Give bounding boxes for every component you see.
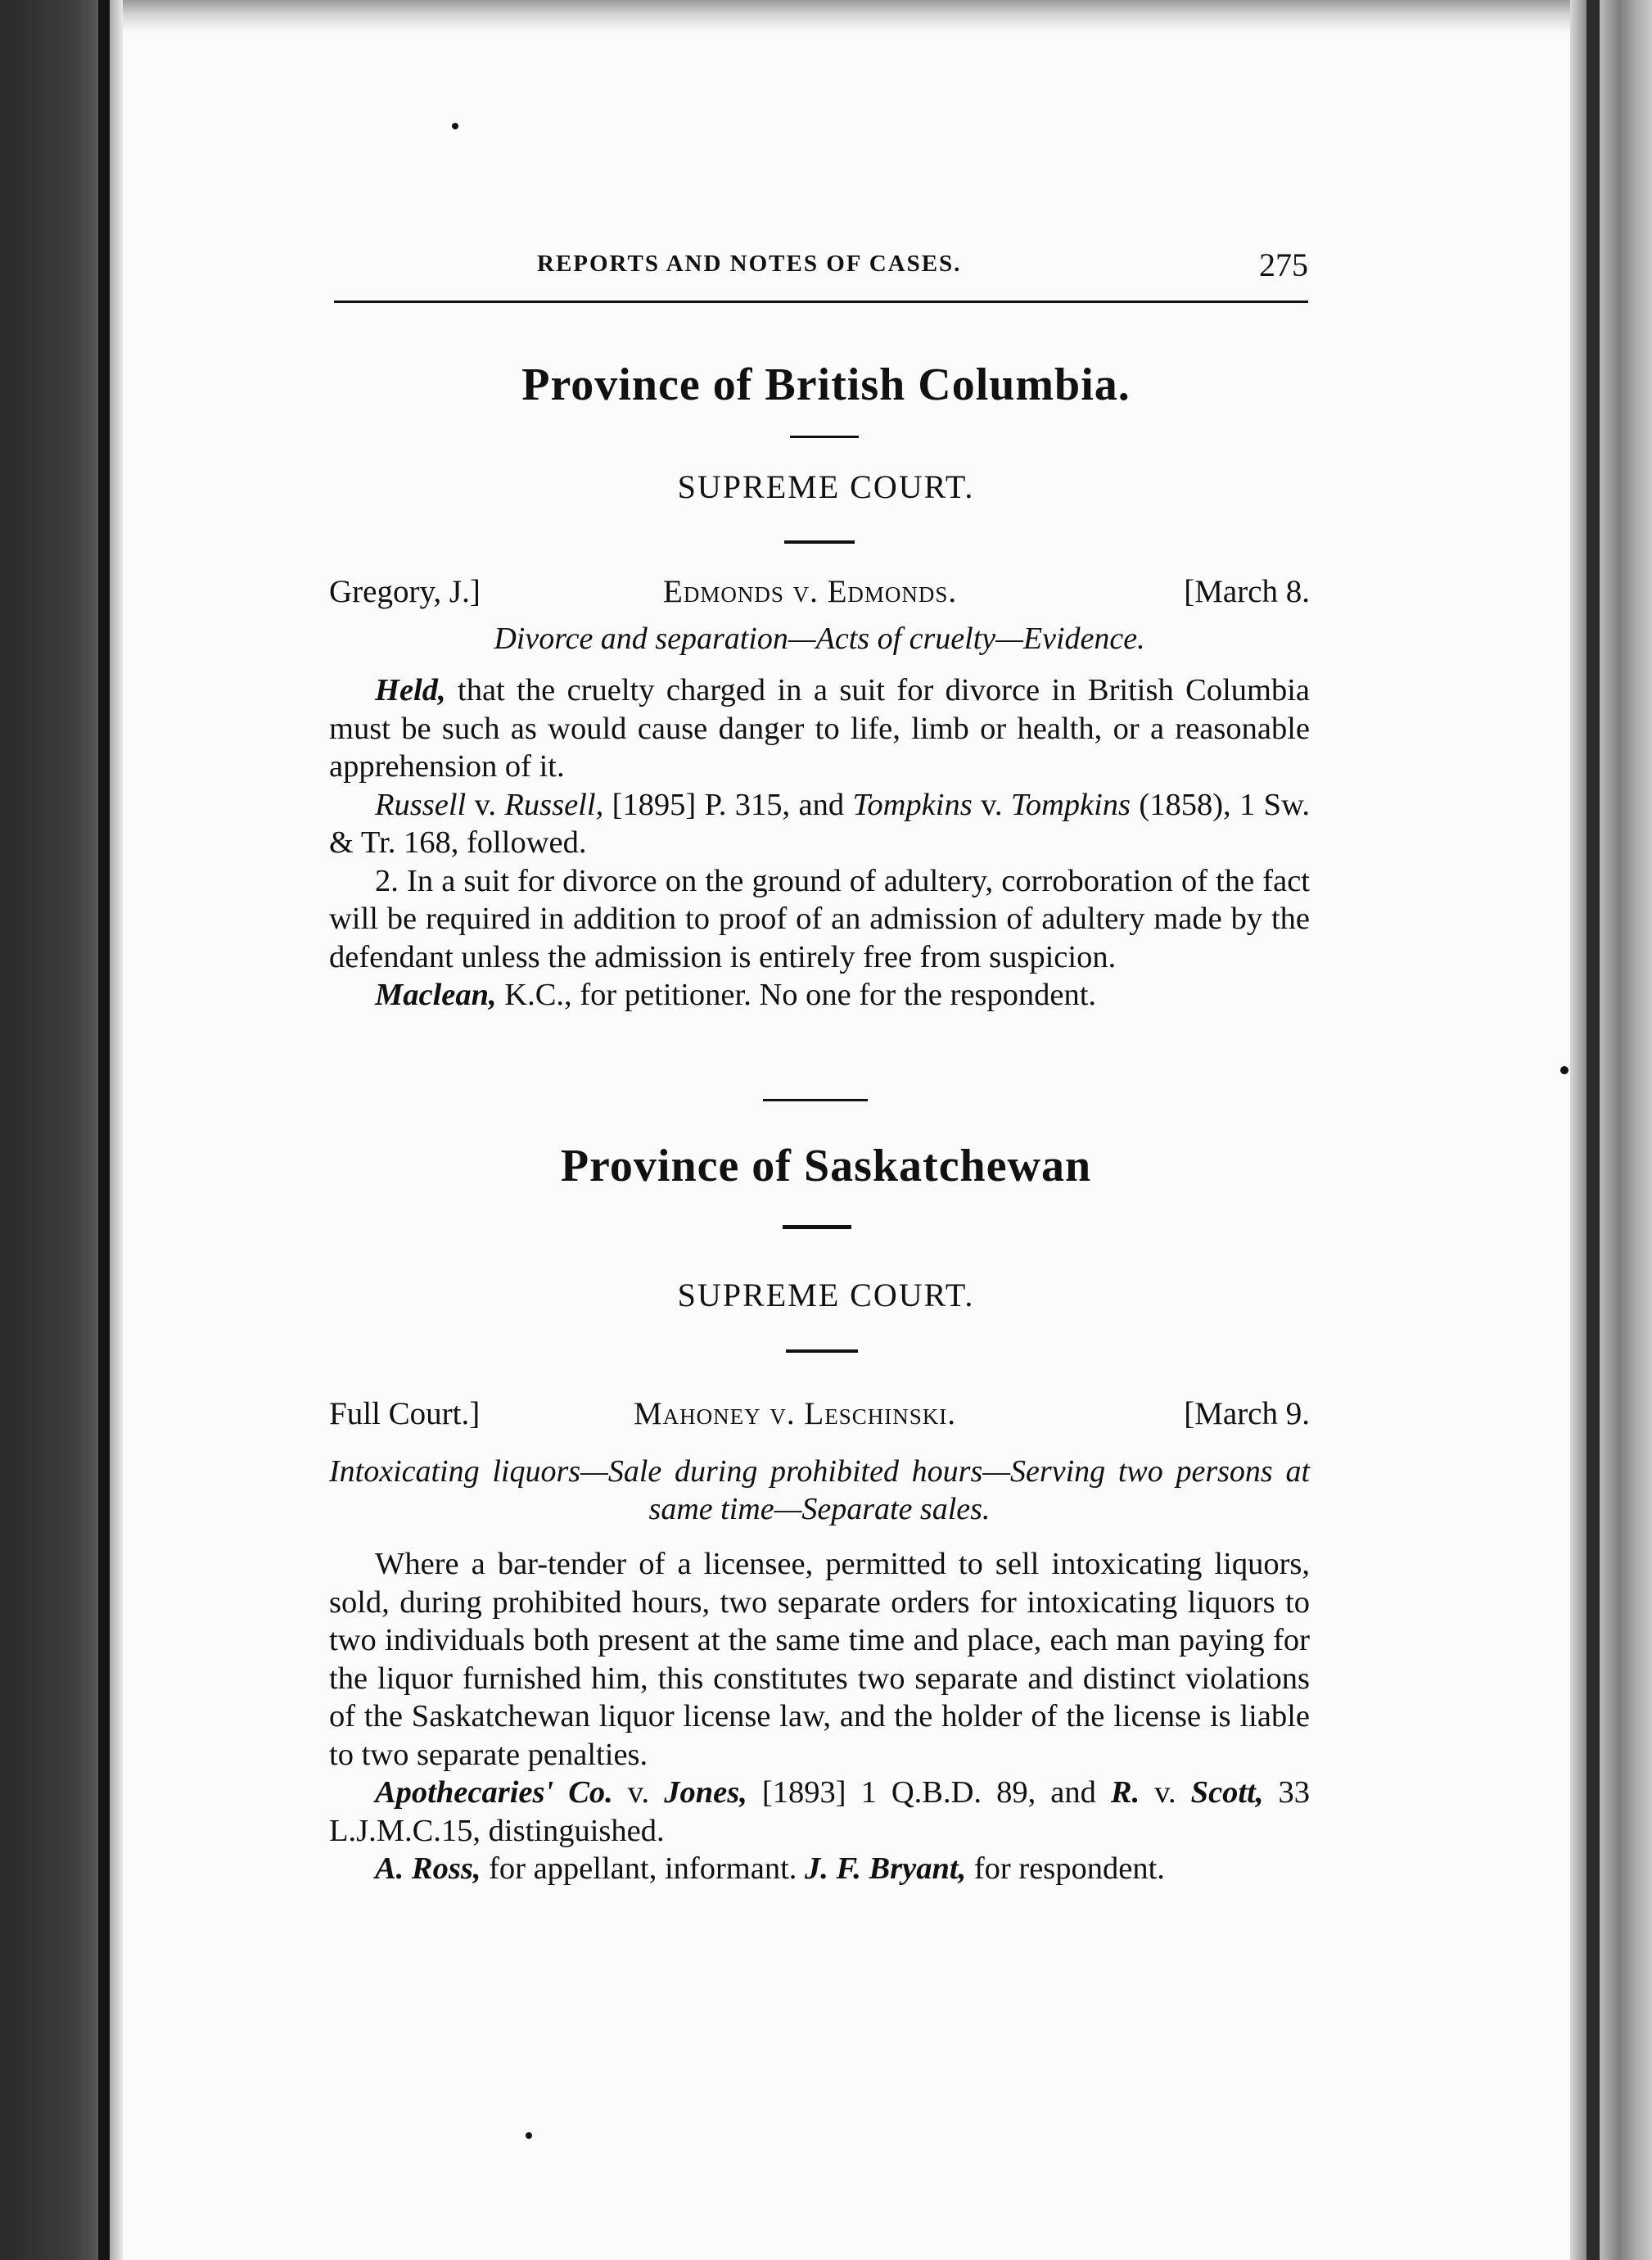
judge: Full Court.] — [329, 1396, 481, 1431]
held-text: that the cruelty charged in a suit for divorce in British Columbia must be such as would cause danger to life, limb or health, or a reasonable apprehension of it. — [329, 673, 1310, 784]
page-number: 275 — [1259, 246, 1308, 283]
citation-party: Scott, — [1190, 1775, 1264, 1810]
divider-rule — [790, 436, 859, 438]
counsel-name: A. Ross, — [375, 1851, 481, 1886]
province-title-british-columbia: Province of British Columbia. — [521, 359, 1131, 410]
case-date: [March 9. — [1184, 1396, 1310, 1431]
counsel-name: Maclean, — [375, 978, 497, 1012]
case-line-edmonds — [329, 573, 1310, 614]
citation-text: v. — [1140, 1775, 1191, 1810]
scan-speck — [526, 2132, 532, 2139]
citation-party: Tompkins — [852, 787, 973, 822]
citation-text: v. — [612, 1775, 665, 1810]
catchline: Divorce and separation—Acts of cruelty—Evidence. — [494, 622, 1145, 656]
citation-text: v. — [972, 787, 1011, 822]
holding-text: Where a bar-tender of a licensee, permitted to sell intoxicating liquors, sold, during prohibited hours, two separate orders for intoxicating liquors to two individuals both present at the same time and place, each man paying for the liquor furnished him, this constitutes two separate and distinct violations of the Saskatchewan liquor license law, and the holder of the license is liable to two separate penalties. — [329, 1547, 1310, 1772]
headnote-body — [329, 671, 1310, 1015]
case-date: [March 8. — [1184, 574, 1310, 609]
headnote-body — [329, 1545, 1310, 1888]
counsel-text: for respondent. — [966, 1851, 1165, 1886]
citation-party: R. — [1110, 1775, 1140, 1810]
citation-party: Russell — [375, 787, 467, 822]
divider-rule — [784, 540, 855, 544]
divider-rule — [783, 1225, 851, 1229]
case-name: Mahoney v. Leschinski. — [634, 1396, 956, 1431]
counsel-text: K.C., for petitioner. No one for the respondent. — [496, 978, 1097, 1012]
case-name: Edmonds v. Edmonds. — [663, 574, 958, 609]
scan-speck — [452, 123, 458, 129]
citation-party: Russell, — [504, 787, 604, 822]
catchline: Intoxicating liquors—Sale during prohibited hours—Serving two persons at same time—Separate sales. — [329, 1454, 1310, 1526]
citation-text: v. — [466, 787, 505, 822]
case-line-mahoney — [329, 1395, 1310, 1436]
citation-party: Tompkins — [1010, 787, 1131, 822]
citation-text: [1895] P. 315, and — [603, 787, 853, 822]
judge: Gregory, J.] — [329, 574, 481, 609]
running-title: REPORTS AND NOTES OF CASES. — [537, 251, 962, 277]
citation-party: Jones, — [664, 1775, 747, 1810]
province-title-saskatchewan: Province of Saskatchewan — [560, 1141, 1092, 1191]
held-lead: Held, — [375, 673, 446, 707]
header-rule — [334, 301, 1308, 303]
citation-text: [1893] 1 Q.B.D. 89, and — [747, 1775, 1111, 1810]
scan-speck — [1560, 1066, 1568, 1074]
section-divider-rule — [763, 1099, 868, 1101]
citation-text: (1858), 1 Sw. & Tr. 168, followed. — [329, 787, 1311, 860]
citation-text: 33 L.J.M.C.15, distinguished. — [329, 1775, 1310, 1848]
counsel-name: J. F. Bryant, — [805, 1851, 967, 1886]
counsel-text: for appellant, informant. — [481, 1851, 806, 1886]
court-heading: SUPREME COURT. — [677, 1277, 975, 1313]
court-heading: SUPREME COURT. — [677, 468, 975, 505]
divider-rule — [786, 1349, 858, 1353]
point-2: 2. In a suit for divorce on the ground of adultery, corroboration of the fact will be required in addition to proof of an admission of adultery made by the defendant unless the admission is entirely free from suspicion. — [329, 863, 1310, 974]
citation-party: Apothecaries' Co. — [375, 1775, 613, 1810]
